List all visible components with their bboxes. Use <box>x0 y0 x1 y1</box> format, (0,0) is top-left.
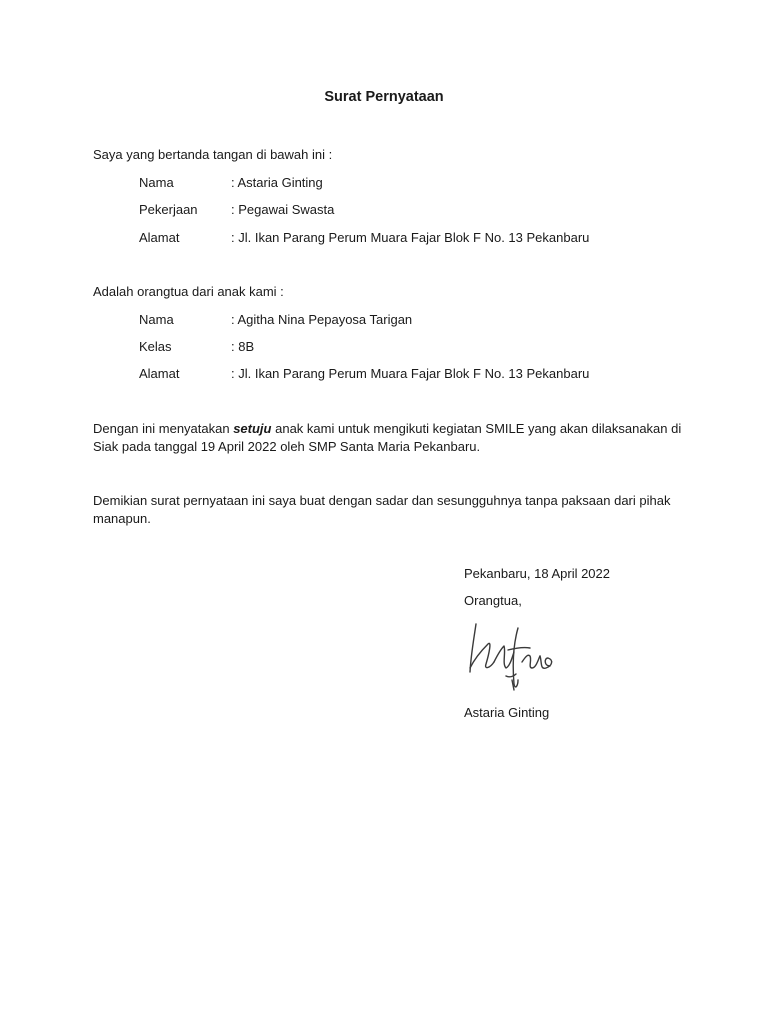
parent-name-label: Nama <box>139 175 174 190</box>
document-title: Surat Pernyataan <box>324 89 444 105</box>
closing-paragraph: Demikian surat pernyataan ini saya buat dengan sadar dan sesungguhnya tanpa paksaan dari pihak manapun. <box>93 493 671 526</box>
child-address-label: Alamat <box>139 366 180 381</box>
child-class-label: Kelas <box>139 339 172 354</box>
statement-before: Dengan ini menyatakan <box>93 421 234 436</box>
child-class-value: : 8B <box>231 339 255 354</box>
signer-role: Orangtua, <box>464 593 522 608</box>
handwritten-signature <box>462 618 558 692</box>
child-name-value: : Agitha Nina Pepayosa Tarigan <box>231 312 413 327</box>
statement-after: anak kami untuk mengikuti kegiatan SMILE yang akan dilaksanakan di Siak pada tanggal 19 April 2022 oleh SMP Santa Maria Pekanbaru. <box>93 421 682 454</box>
statement-paragraph <box>93 420 683 456</box>
intro-text: Saya yang bertanda tangan di bawah ini : <box>93 147 333 162</box>
signer-name: Astaria Ginting <box>464 705 550 720</box>
parent-name-value: : Astaria Ginting <box>231 175 323 190</box>
place-date: Pekanbaru, 18 April 2022 <box>464 566 610 581</box>
child-name-label: Nama <box>139 312 174 327</box>
child-intro-text: Adalah orangtua dari anak kami : <box>93 284 284 299</box>
statement-emphasis: setuju <box>233 421 272 436</box>
parent-job-value: : Pegawai Swasta <box>231 202 335 217</box>
parent-job-label: Pekerjaan <box>139 202 198 217</box>
parent-address-label: Alamat <box>139 230 180 245</box>
parent-address-value: : Jl. Ikan Parang Perum Muara Fajar Blok F No. 13 Pekanbaru <box>231 230 590 245</box>
child-address-value: : Jl. Ikan Parang Perum Muara Fajar Blok F No. 13 Pekanbaru <box>231 366 590 381</box>
